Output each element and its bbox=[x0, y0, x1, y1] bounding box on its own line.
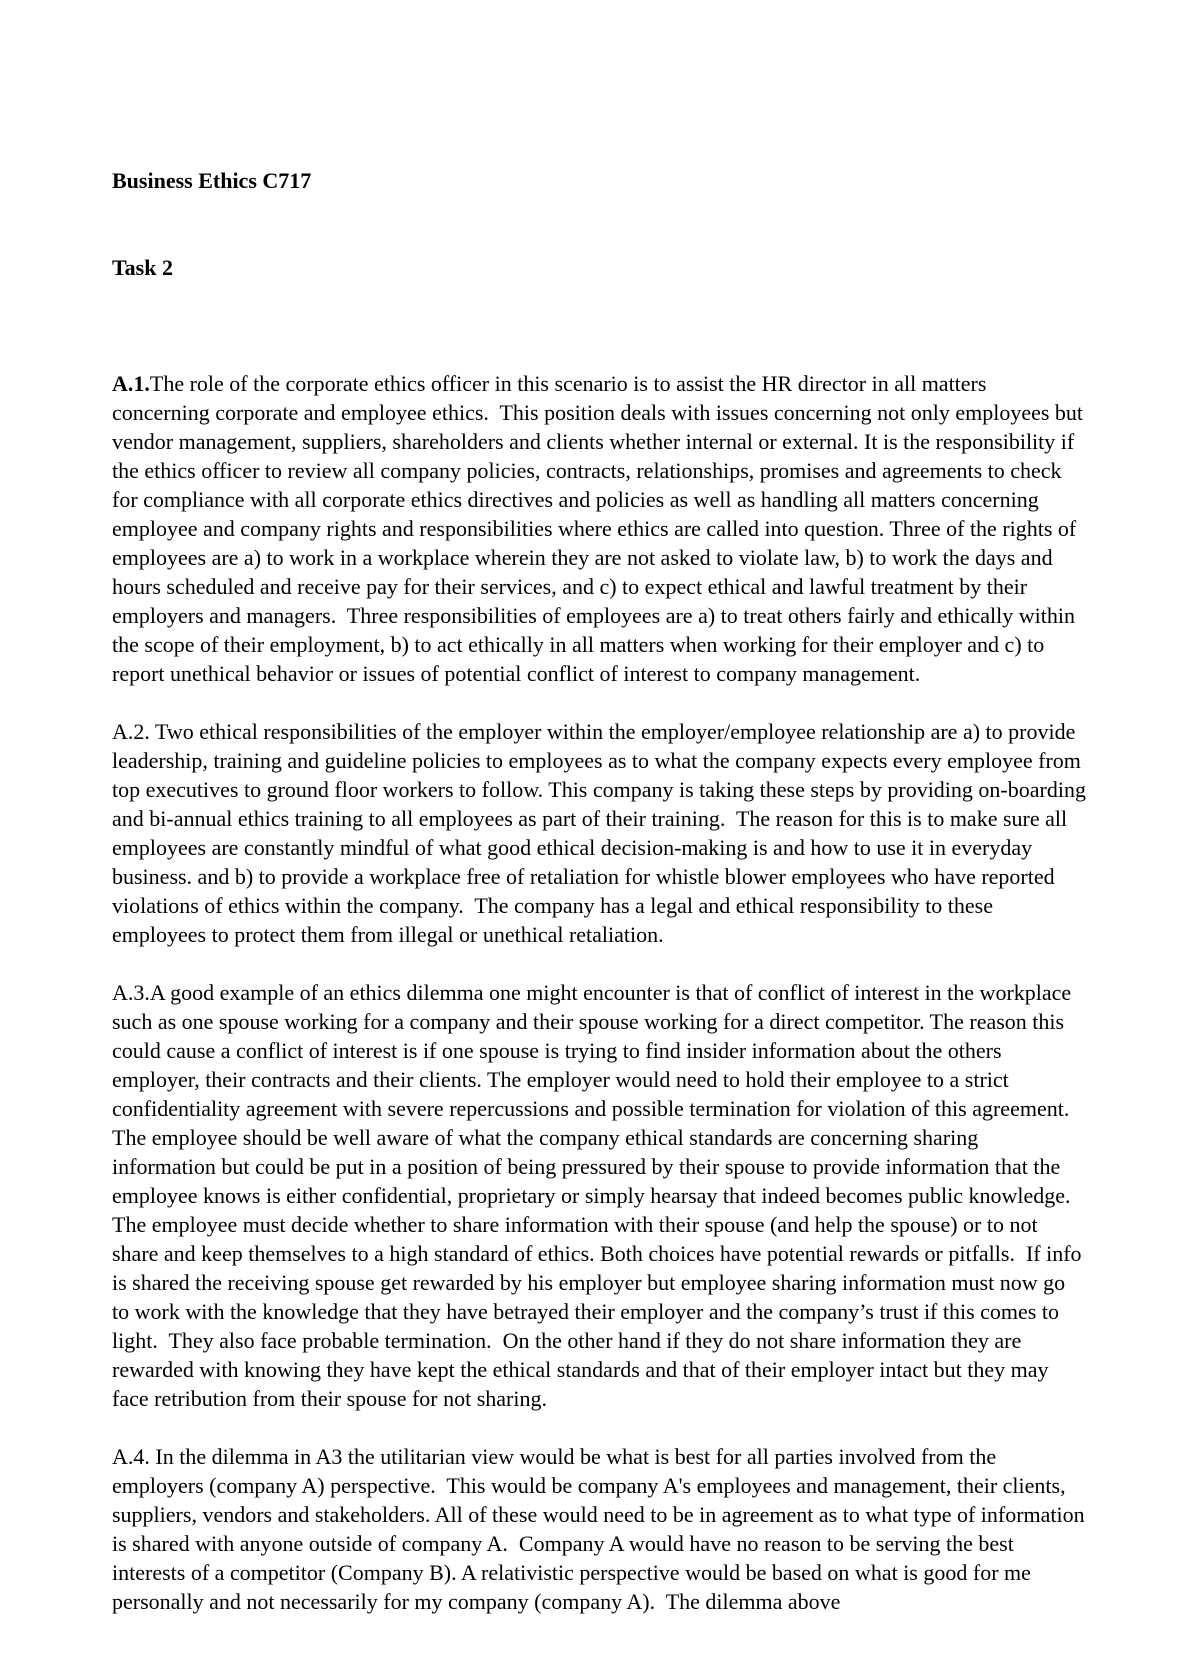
paragraph-a1 bbox=[112, 369, 1087, 688]
paragraph-a2-text: Two ethical responsibilities of the employer within the employer/employee relationship are a) to provide leadership, training and guideline policies to employees as to what the company expects every employee from top executives to ground floor workers to follow. This company is taking these steps by providing on-boarding and bi-annual ethics training to all employees as part of their training. The reason for this is to make sure all employees are constantly mindful of what good ethical decision-making is and how to use it in everyday business. and b) to provide a workplace free of retaliation for whistle blower employees who have reported violations of ethics within the company. The company has a legal and ethical responsibility to these employees to protect them from illegal or unethical retaliation. bbox=[112, 719, 1092, 947]
paragraph-a3-text: A good example of an ethics dilemma one might encounter is that of conflict of interest in the workplace such as one spouse working for a company and their spouse working for a direct competitor. The reason this could cause a conflict of interest is if one spouse is trying to find insider information about the others employer, their contracts and their clients. The employer would need to hold their employee to a strict confidentiality agreement with severe repercussions and possible termination for violation of this agreement. The employee should be well aware of what the company ethical standards are concerning sharing information but could be put in a position of being pressured by their spouse to provide information that the employee knows is either confidential, proprietary or simply hearsay that indeed becomes public knowledge. The employee must decide whether to share information with their spouse (and help the spouse) or to not share and keep themselves to a high standard of ethics. Both choices have potential rewards or pitfalls. If info is shared the receiving spouse get rewarded by his employer but employee sharing information must now go to work with the knowledge that they have betrayed their employer and the company’s trust if this comes to light. They also face probable termination. On the other hand if they do not share information they are rewarded with knowing they have kept the ethical standards and that of their employer intact but they may face retribution from their spouse for not sharing. bbox=[112, 980, 1088, 1411]
paragraph-a3 bbox=[112, 978, 1087, 1413]
title-task-line: Task 2 bbox=[112, 255, 173, 280]
title-course-line: Business Ethics C717 bbox=[112, 168, 312, 193]
paragraph-a4-label: A.4. bbox=[112, 1444, 150, 1469]
paragraph-a1-text: The role of the corporate ethics officer in this scenario is to assist the HR director in all matters concerning corporate and employee ethics. This position deals with issues concerning not only employees but vendor management, suppliers, shareholders and clients whether internal or external. It is the responsibility if the ethics officer to review all company policies, contracts, relationships, promises and agreements to check for compliance with all corporate ethics directives and policies as well as handling all matters concerning employee and company rights and responsibilities where ethics are called into question. Three of the rights of employees are a) to work in a workplace wherein they are not asked to violate law, b) to work the days and hours scheduled and receive pay for their services, and c) to expect ethical and lawful treatment by their employers and managers. Three responsibilities of employees are a) to treat others fairly and ethically within the scope of their employment, b) to act ethically in all matters when working for their employer and c) to report unethical behavior or issues of potential conflict of interest to company management. bbox=[112, 371, 1089, 686]
paragraph-a2-label: A.2. bbox=[112, 719, 150, 744]
paragraph-a1-label: A.1. bbox=[112, 371, 150, 396]
paragraph-a4 bbox=[112, 1442, 1091, 1616]
paragraph-a4-text: In the dilemma in A3 the utilitarian view would be what is best for all parties involved from the employers (company A) perspective. This would be company A's employees and management, their clients, suppliers, vendors and stakeholders. All of these would need to be in agreement as to what type of information is shared with anyone outside of company A. Company A would have no reason to be serving the best interests of a competitor (Company B). A relativistic perspective would be based on what is good for me personally and not necessarily for my company (company A). The dilemma above bbox=[112, 1444, 1091, 1614]
document-title bbox=[112, 108, 1087, 340]
paragraph-a2 bbox=[112, 717, 1092, 949]
paragraph-a3-label: A.3. bbox=[112, 980, 150, 1005]
